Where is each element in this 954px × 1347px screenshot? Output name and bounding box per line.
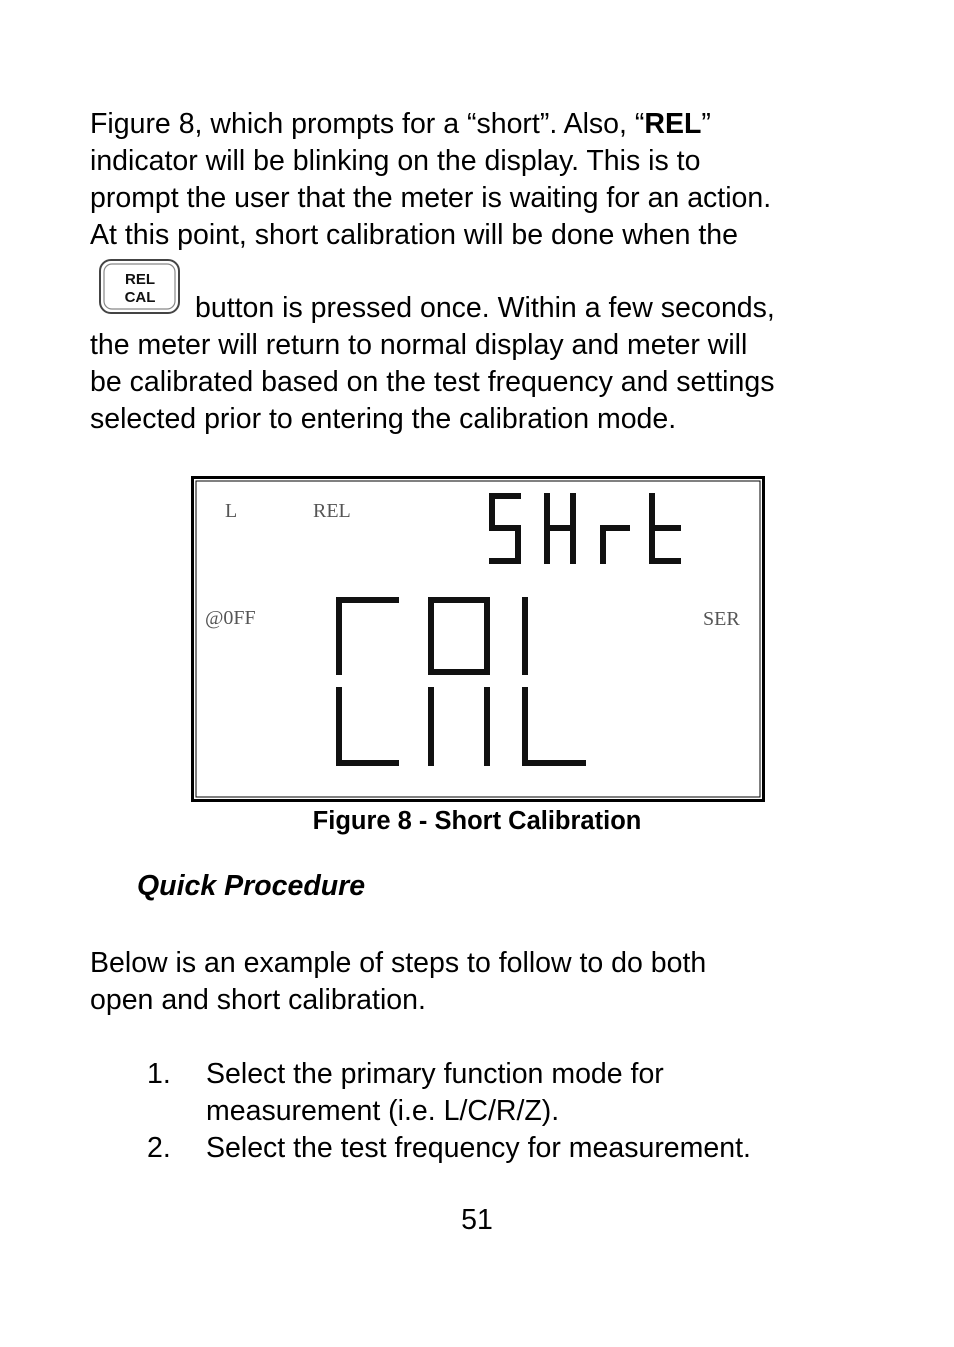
step-text: Select the test frequency for measurement. <box>206 1132 751 1164</box>
page-number: 51 <box>461 1204 493 1236</box>
rel-indicator-text: REL <box>644 108 702 140</box>
procedure-intro <box>90 945 890 1019</box>
lcd-display-figure <box>191 476 765 802</box>
lcd-indicator-rel: REL <box>313 500 351 522</box>
step-number: 1. <box>147 1058 171 1090</box>
step-number: 2. <box>147 1132 171 1164</box>
section-heading: Quick Procedure <box>137 870 366 902</box>
list-item <box>0 1130 954 1167</box>
list-item-continuation <box>0 1093 954 1130</box>
steps-list <box>0 1056 954 1167</box>
figure-caption: Figure 8 - Short Calibration <box>312 807 642 835</box>
intro-line-8: selected prior to entering the calibration mode. <box>90 403 677 435</box>
list-item <box>0 1056 954 1093</box>
step-text: Select the primary function mode for <box>206 1058 664 1090</box>
intro-line-5: button is pressed once. Within a few seconds, <box>195 292 775 324</box>
step-text: measurement (i.e. L/C/R/Z). <box>206 1095 560 1127</box>
intro-line-4: At this point, short calibration will be done when the <box>90 219 738 251</box>
lcd-indicator-ser: SER <box>703 608 740 630</box>
intro-line-6: the meter will return to normal display and meter will <box>90 329 748 361</box>
intro-line-7: be calibrated based on the test frequency and settings <box>90 366 775 398</box>
rel-cal-bottom-label: CAL <box>124 289 156 306</box>
procedure-intro-line-2: open and short calibration. <box>90 984 426 1016</box>
lcd-indicator-l: L <box>225 500 238 522</box>
intro-line-1: Figure 8, which prompts for a “short”. Also, “REL” <box>90 108 711 140</box>
intro-paragraph-cont <box>90 290 890 438</box>
intro-line-3: prompt the user that the meter is waiting for an action. <box>90 182 772 214</box>
intro-paragraph <box>90 106 890 254</box>
intro-line-2: indicator will be blinking on the display. This is to <box>90 145 701 177</box>
procedure-intro-line-1: Below is an example of steps to follow to do both <box>90 947 707 979</box>
rel-cal-top-label: REL <box>125 271 155 288</box>
lcd-indicator-off: @0FF <box>205 607 256 629</box>
